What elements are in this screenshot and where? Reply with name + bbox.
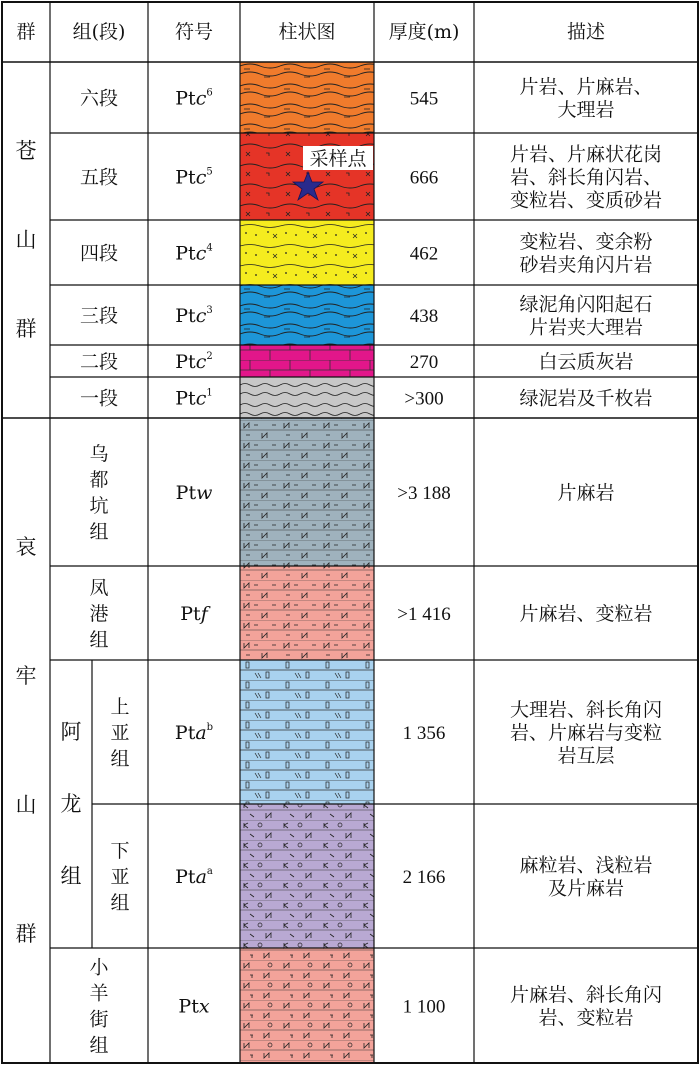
description-9: 大理岩、斜长角闪岩、片麻岩与变粒岩互层: [509, 699, 663, 767]
unit-name-8: 凤港组: [89, 577, 109, 651]
lithology-layer-11: [240, 948, 374, 1063]
unit-name-9: 上亚组: [110, 696, 130, 770]
thickness-5: 270: [409, 352, 439, 373]
thickness-4: 438: [409, 306, 439, 327]
description-10: 麻粒岩、浅粒岩及片麻岩: [519, 854, 653, 900]
unit-symbol-8: Ptf: [180, 603, 208, 625]
unit-symbol-7: Ptw: [175, 482, 213, 504]
description-3: 变粒岩、变余粉砂岩夹角闪片岩: [519, 231, 653, 276]
unit-name-4: 三段: [79, 305, 119, 327]
description-7: 片麻岩: [557, 482, 615, 504]
unit-name-7: 乌都坑组: [89, 443, 109, 543]
unit-symbol-5: Ptc$^2$: [175, 351, 213, 373]
header-thickness: 厚度(m): [388, 21, 460, 43]
lithology-layer-6: [240, 377, 374, 418]
description-5: 白云质灰岩: [538, 351, 634, 373]
thickness-9: 1 356: [402, 723, 446, 744]
header-description: 描述: [566, 21, 606, 43]
formation-label-along: 阿龙组: [60, 720, 82, 888]
lithology-layer-9: [240, 660, 374, 804]
lithology-layer-4: [240, 285, 374, 345]
unit-symbol-10: Pta$^a$: [175, 866, 213, 888]
header-column: 柱状图: [278, 21, 336, 43]
thickness-7: >3 188: [397, 483, 451, 504]
description-2: 片岩、片麻状花岗岩、斜长角闪岩、变粒岩、变质砂岩: [509, 143, 663, 212]
thickness-11: 1 100: [402, 996, 446, 1018]
unit-name-6: 一段: [79, 387, 119, 410]
thickness-10: 2 166: [402, 867, 446, 888]
sample-point-label: 采样点: [309, 148, 367, 170]
unit-name-2: 五段: [79, 166, 119, 189]
lithology-layer-3: [240, 220, 374, 285]
header-formation: 组(段): [72, 21, 126, 43]
thickness-3: 462: [409, 243, 439, 265]
group-label-ailaoshan: 哀牢山群: [15, 535, 37, 946]
header-group: 群: [16, 21, 36, 43]
unit-symbol-2: Ptc$^5$: [175, 166, 213, 189]
unit-name-10: 下亚组: [110, 840, 130, 914]
lithology-layer-10: [240, 804, 374, 948]
description-8: 片麻岩、变粒岩: [519, 603, 653, 625]
lithology-layer-1: [240, 62, 374, 133]
lithology-layer-5: [240, 345, 374, 377]
unit-name-3: 四段: [79, 242, 119, 265]
unit-symbol-3: Ptc$^4$: [175, 242, 213, 265]
thickness-8: >1 416: [397, 604, 451, 625]
unit-name-5: 二段: [79, 351, 119, 373]
unit-symbol-1: Ptc$^6$: [175, 87, 213, 110]
description-6: 绿泥岩及千枚岩: [519, 387, 653, 410]
group-label-cangshan: 苍山群: [15, 139, 37, 341]
unit-symbol-6: Ptc$^1$: [175, 387, 213, 410]
thickness-2: 666: [409, 167, 439, 189]
lithology-column: [240, 62, 374, 1063]
description-1: 片岩、片麻岩、大理岩: [519, 76, 653, 121]
thickness-6: >300: [404, 388, 444, 410]
unit-name-11: 小羊街组: [89, 956, 109, 1057]
description-11: 片麻岩、斜长角闪岩、变粒岩: [509, 984, 663, 1029]
header-symbol: 符号: [174, 21, 214, 43]
lithology-layer-8: [240, 566, 374, 660]
unit-symbol-9: Pta$^b$: [174, 722, 214, 744]
unit-symbol-11: Ptx: [178, 995, 210, 1018]
unit-name-1: 六段: [79, 87, 119, 110]
lithology-layer-7: [240, 418, 374, 566]
description-4: 绿泥角闪阳起石片岩夹大理岩: [519, 293, 653, 339]
unit-symbol-4: Ptc$^3$: [175, 305, 213, 327]
thickness-1: 545: [409, 88, 439, 110]
